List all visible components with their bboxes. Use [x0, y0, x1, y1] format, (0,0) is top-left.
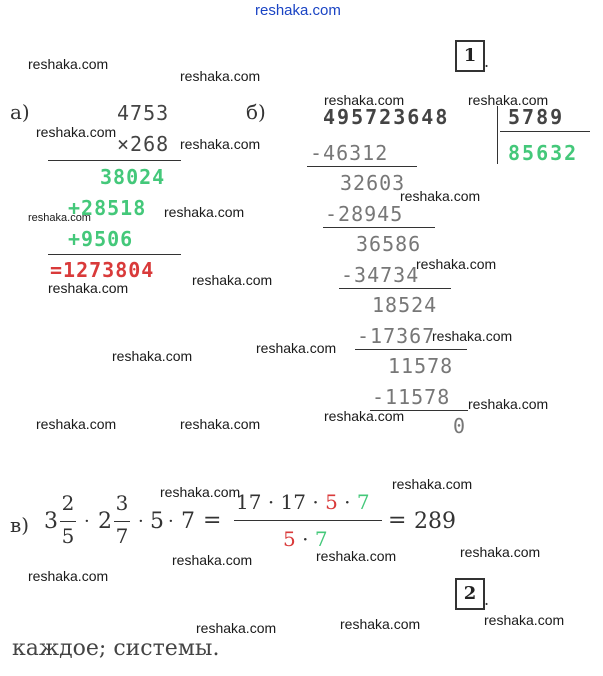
task-number-1-dot: . [484, 52, 490, 71]
watermark: reshaka.com [416, 256, 497, 272]
dot-2: · [138, 511, 144, 532]
mult-line-1 [48, 160, 181, 161]
division-step-6: 18524 [372, 293, 438, 317]
task2-answer: каждое; системы. [12, 636, 220, 661]
division-bar-vertical [497, 106, 498, 164]
watermark: reshaka.com [28, 212, 91, 224]
product-result: =1273804 [50, 258, 155, 282]
partial-product-1: 38024 [100, 165, 166, 189]
part-b-label: б) [246, 100, 266, 124]
part-a-label: а) [10, 100, 30, 124]
task-number-2: 2 [463, 583, 477, 604]
num-dot-2: · [312, 490, 319, 514]
multiplicand: 4753 [117, 101, 170, 125]
final-result: 289 [414, 509, 456, 534]
watermark: reshaka.com [160, 484, 241, 500]
num-dot-1: · [267, 490, 275, 514]
mixed-1-numerator: 2 [61, 491, 75, 515]
division-line-3 [339, 288, 451, 289]
watermark: reshaka.com [392, 476, 473, 492]
division-remainder: 0 [453, 414, 467, 438]
den-dot: · [302, 527, 309, 551]
dot-3: · [168, 511, 174, 532]
equals-1: = [203, 508, 222, 533]
watermark: reshaka.com [468, 92, 549, 108]
watermark: reshaka.com [316, 548, 397, 564]
factor-4: 7 [181, 509, 195, 534]
multiplier: ×268 [117, 132, 170, 156]
watermark: reshaka.com [400, 188, 481, 204]
watermark: reshaka.com [36, 416, 117, 432]
factor-3: 5 [150, 509, 164, 534]
dividend: 495723648 [323, 105, 450, 129]
division-step-2: 32603 [340, 171, 406, 195]
site-header-link[interactable]: reshaka.com [255, 2, 341, 19]
watermark: reshaka.com [180, 416, 261, 432]
mixed-1-bar [60, 521, 76, 522]
watermark: reshaka.com [180, 68, 261, 84]
watermark: reshaka.com [28, 56, 109, 72]
division-step-1: -46312 [310, 141, 389, 165]
watermark: reshaka.com [324, 92, 405, 108]
mult-line-2 [48, 254, 181, 255]
watermark: reshaka.com [172, 552, 253, 568]
watermark: reshaka.com [164, 204, 245, 220]
partial-product-3: +9506 [68, 227, 134, 251]
task-number-1: 1 [463, 45, 477, 66]
mixed-2-numerator: 3 [115, 491, 129, 515]
watermark: reshaka.com [484, 612, 565, 628]
division-step-4: 36586 [356, 232, 422, 256]
watermark: reshaka.com [340, 616, 421, 632]
divisor: 5789 [508, 105, 565, 129]
watermark: reshaka.com [28, 568, 109, 584]
division-step-8: 11578 [388, 354, 454, 378]
watermark: reshaka.com [468, 396, 549, 412]
mixed-2-bar [114, 521, 130, 522]
dot-1: · [84, 511, 90, 532]
big-fraction-numerator [236, 490, 370, 514]
den-7-cancelled: 7 [314, 527, 328, 551]
watermark: reshaka.com [112, 348, 193, 364]
task-number-2-dot: . [484, 590, 490, 609]
mixed-2-denominator: 7 [115, 524, 129, 548]
division-line-4 [355, 349, 467, 350]
division-step-5: -34734 [341, 263, 420, 287]
division-step-7: -17367 [357, 324, 436, 348]
watermark: reshaka.com [48, 280, 129, 296]
division-step-9: -11578 [372, 385, 451, 409]
num-dot-3: · [344, 490, 351, 514]
num-17b: 17 [280, 490, 306, 514]
mixed-1-whole: 3 [44, 509, 58, 534]
quotient: 85632 [508, 141, 579, 165]
mixed-2-whole: 2 [98, 509, 112, 534]
mixed-1-denominator: 5 [61, 524, 75, 548]
watermark: reshaka.com [460, 544, 541, 560]
watermark: reshaka.com [432, 328, 513, 344]
partial-product-2: +28518 [68, 196, 147, 220]
num-5-cancelled: 5 [325, 490, 338, 514]
watermark: reshaka.com [256, 340, 337, 356]
division-line-1 [307, 166, 417, 167]
big-fraction-bar-line [234, 520, 382, 521]
division-step-3: -28945 [325, 202, 404, 226]
watermark: reshaka.com [324, 408, 405, 424]
num-7-cancelled: 7 [356, 490, 370, 514]
task-number-box-1 [455, 40, 485, 72]
watermark: reshaka.com [180, 136, 261, 152]
divisor-underline [500, 131, 590, 132]
task-number-box-2 [455, 578, 485, 610]
division-line-2 [323, 227, 435, 228]
watermark: reshaka.com [36, 124, 117, 140]
equals-2: = [388, 508, 407, 533]
den-5-cancelled: 5 [283, 527, 296, 551]
watermark: reshaka.com [196, 620, 277, 636]
watermark: reshaka.com [192, 272, 273, 288]
num-17a: 17 [236, 490, 262, 514]
part-v-label: в) [10, 513, 30, 537]
